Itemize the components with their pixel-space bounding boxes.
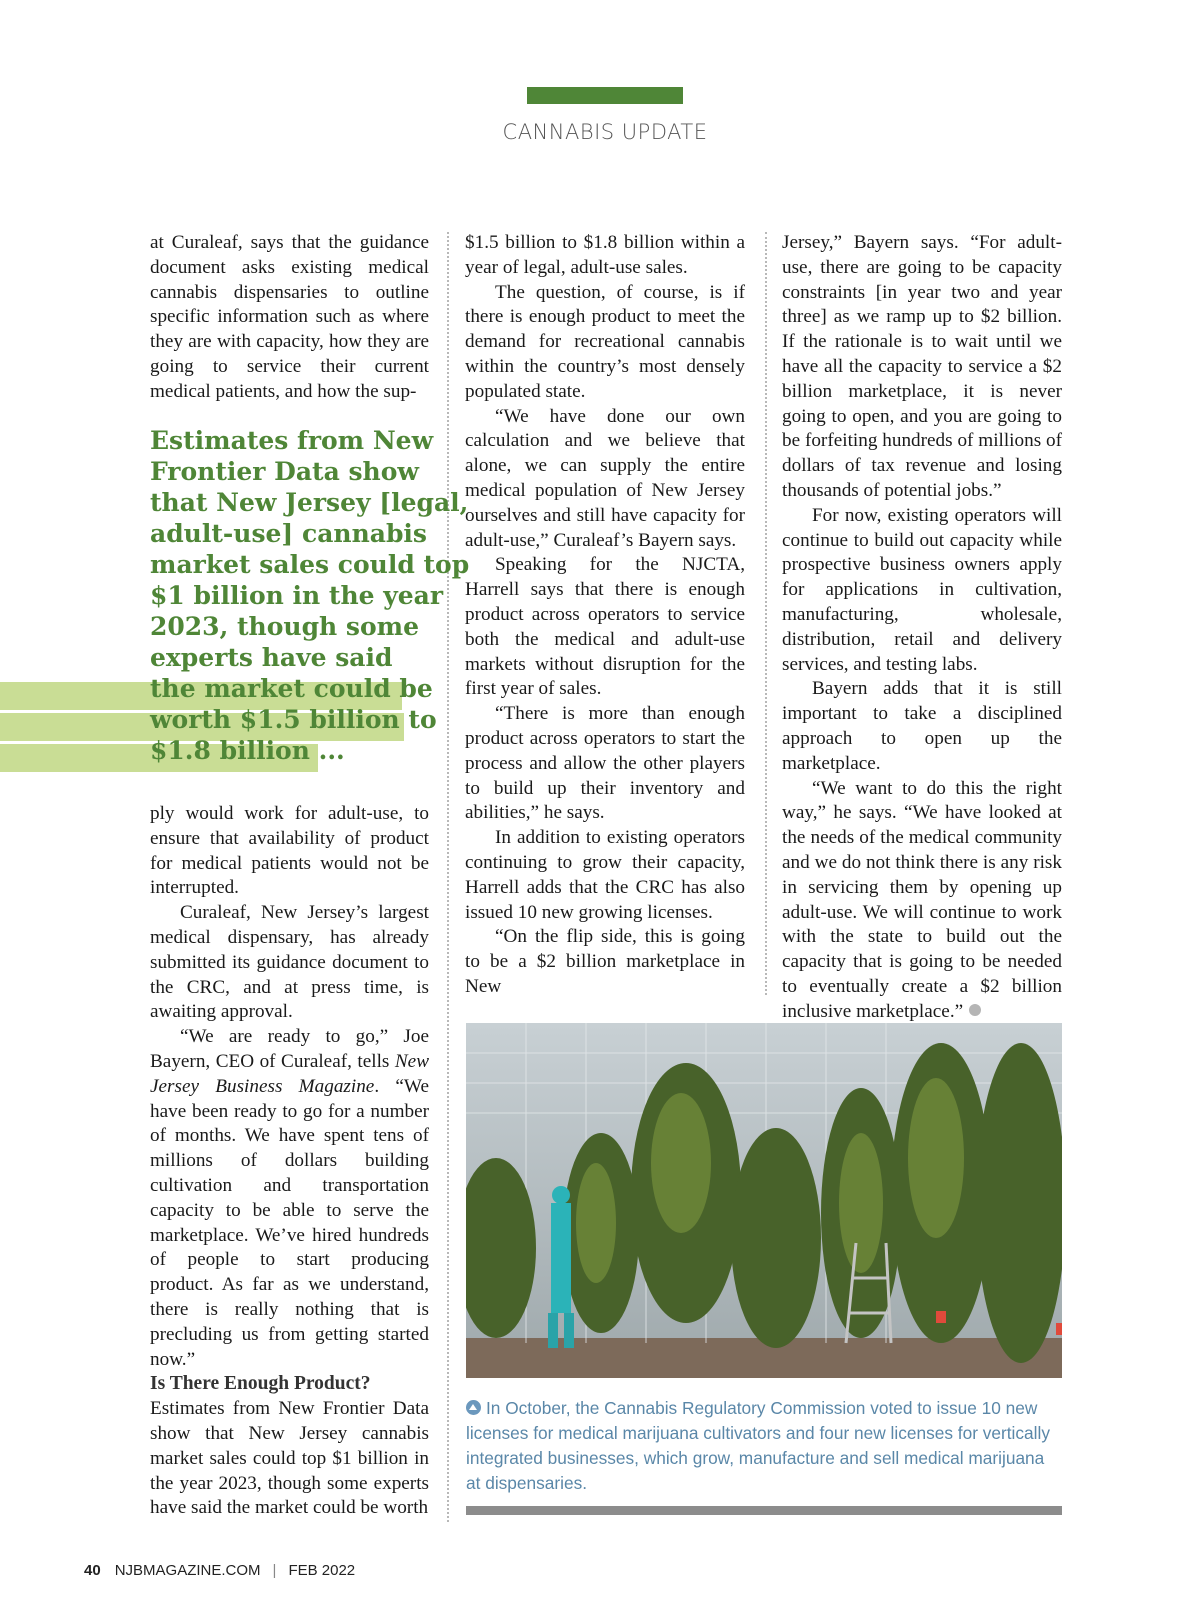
pull-quote-line: that New Jersey [legal, bbox=[150, 488, 469, 517]
pull-quote-line: $1.8 billion ... bbox=[150, 736, 345, 765]
pull-quote-line: market sales could top bbox=[150, 550, 470, 579]
paragraph: $1.5 billion to $1.8 billion within a year of legal, adult-use sales. bbox=[465, 232, 745, 278]
section-color-bar bbox=[527, 87, 683, 104]
section-title: CANNABIS UPDATE bbox=[502, 120, 708, 144]
pull-quote bbox=[150, 425, 470, 673]
paragraph: “On the flip side, this is going to be a $2 billion marketplace in New bbox=[465, 926, 745, 997]
paragraph: For now, existing operators will continue to build out capacity while prospective business owners apply for applications in cultivation, manufacturing, wholesale, distribution, retail and delivery services, and testing labs. bbox=[782, 504, 1062, 675]
pull-quote-highlighted bbox=[150, 673, 440, 766]
paragraph: The question, of course, is if there is enough product to meet the demand for recreational cannabis within the country’s most densely populated state. bbox=[465, 281, 745, 402]
pull-quote-line: experts have said bbox=[150, 643, 393, 672]
article-column-1-top bbox=[150, 231, 429, 405]
paragraph: In addition to existing operators continuing to grow their capacity, Harrell adds that the CRC has also issued 10 new growing licenses. bbox=[465, 827, 745, 923]
end-of-article-icon bbox=[969, 1004, 981, 1016]
pull-quote-line: 2023, though some bbox=[150, 612, 420, 641]
paragraph-text: “We want to do this the right way,” he says. “We have looked at the needs of the medical community and we do not think there is any risk in servicing them by opening up adult-use. We will continue to work with the state to build out the capacity that is going to be needed to eventually create a $2 billion inclusive marketplace.” bbox=[782, 777, 1062, 1022]
pull-quote-line: Frontier Data show bbox=[150, 457, 419, 486]
subheading: Is There Enough Product? bbox=[150, 1373, 371, 1395]
photo-caption bbox=[466, 1396, 1062, 1496]
paragraph: “There is more than enough product across operators to start the process and allow the other players to build up their inventory and abilities,” he says. bbox=[465, 703, 745, 824]
issue-date: FEB 2022 bbox=[288, 1562, 356, 1579]
column-divider bbox=[447, 232, 449, 1522]
pull-quote-line: Estimates from New bbox=[150, 426, 434, 455]
paragraph: at Curaleaf, says that the guidance document asks existing medical cannabis dispensaries to outline specific information such as where they are with capacity, how they are going to service their current medical patients, and how the sup- bbox=[150, 232, 429, 402]
footer-separator: | bbox=[272, 1562, 277, 1579]
paragraph-text: . “We have been ready to go for a number of months. We have spent tens of millions of dollars building cultivation and transportation capacity to be able to serve the marketplace. We’ve hired hundreds of people to start producing product. As far as we understand, there is really nothing that is precluding us from getting started now.” bbox=[150, 1075, 429, 1370]
paragraph-text: “We are ready to go,” Joe Bayern, CEO of Curaleaf, tells bbox=[150, 1026, 429, 1072]
column-divider bbox=[765, 232, 767, 995]
page-number: 40 bbox=[84, 1562, 101, 1579]
paragraph: Jersey,” Bayern says. “For adult-use, there are going to be capacity constraints [in year two and year three] as we ramp up to $2 billion. If the rationale is to wait until we have all the capacity to service a $2 billion marketplace, it is never going to open, and you are going to be forfeiting hundreds of millions of dollars of tax revenue and losing thousands of potential jobs.” bbox=[782, 232, 1062, 501]
paragraph: Curaleaf, New Jersey’s largest medical dispensary, has already submitted its guidance document to the CRC, and at press time, is awaiting approval. bbox=[150, 902, 429, 1023]
paragraph: Bayern adds that it is still important to take a disciplined approach to open up the marketplace. bbox=[782, 678, 1062, 774]
caption-rule bbox=[466, 1506, 1062, 1515]
pull-quote-line: adult-use] cannabis bbox=[150, 519, 427, 548]
caption-text: In October, the Cannabis Regulatory Commission voted to issue 10 new licenses for medical marijuana cultivators and four new licenses for vertically integrated businesses, which grow, manufacture and sell medical marijuana at dispensaries. bbox=[466, 1398, 1050, 1493]
pull-quote-line: $1 billion in the year bbox=[150, 581, 444, 610]
article-column-1-bottom bbox=[150, 802, 429, 1521]
paragraph: ply would work for adult-use, to ensure that availability of product for medical patients would not be interrupted. bbox=[150, 803, 429, 899]
publication-title: New Jersey Business Magazine bbox=[150, 1050, 429, 1097]
paragraph: “We have done our own calculation and we believe that alone, we can supply the entire medical population of New Jersey ourselves and still have capacity for adult-use,” Curaleaf’s Bayern says. bbox=[465, 405, 745, 551]
site-name: NJBMAGAZINE.COM bbox=[114, 1562, 261, 1579]
caption-arrow-icon bbox=[466, 1400, 481, 1415]
paragraph bbox=[150, 1025, 429, 1372]
article-column-3 bbox=[782, 231, 1062, 1025]
paragraph: Speaking for the NJCTA, Harrell says that there is enough product across operators to service both the medical and adult-use markets without disruption for the first year of sales. bbox=[465, 554, 745, 700]
paragraph: Estimates from New Frontier Data show that New Jersey cannabis market sales could top $1 billion in the year 2023, though some experts have said the market could be worth bbox=[150, 1398, 429, 1519]
pull-quote-line: worth $1.5 billion to bbox=[150, 705, 437, 734]
cannabis-drying-room-photo bbox=[466, 1023, 1062, 1378]
pull-quote-line: the market could be bbox=[150, 674, 433, 703]
paragraph bbox=[782, 777, 1062, 1025]
article-column-2 bbox=[465, 231, 745, 1000]
page-footer bbox=[84, 1562, 355, 1579]
